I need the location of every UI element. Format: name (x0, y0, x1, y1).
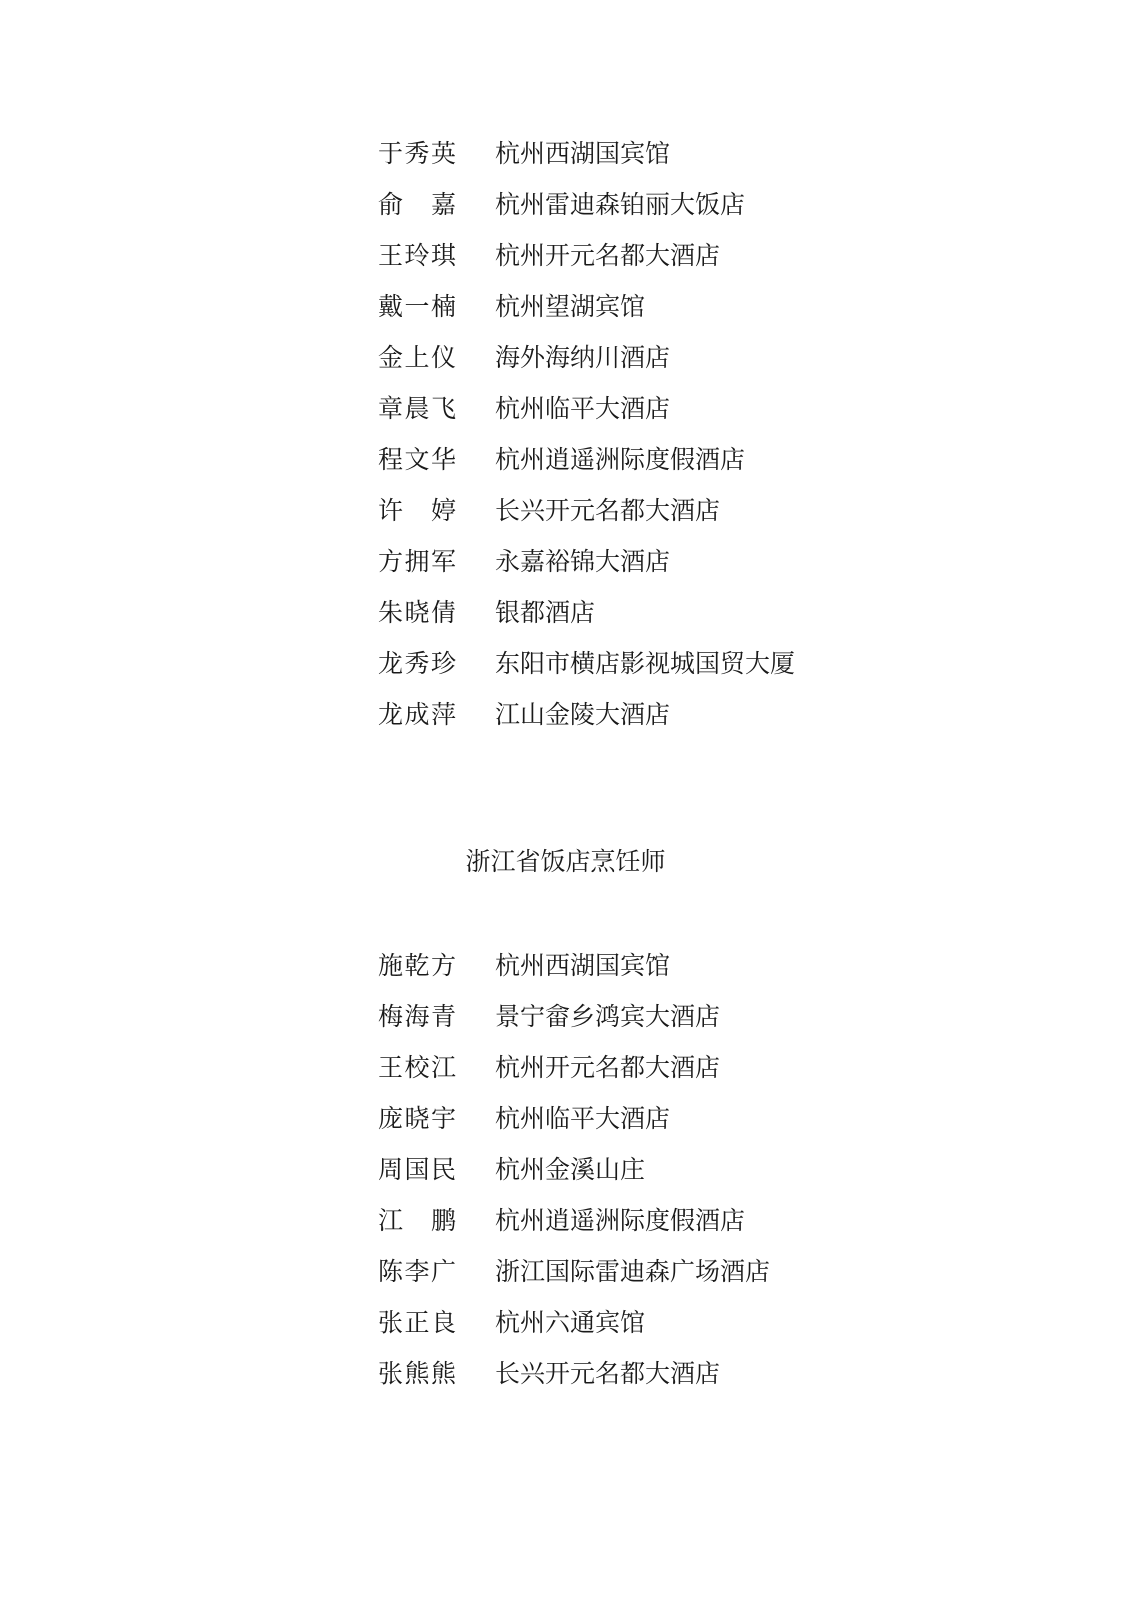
list-item (378, 638, 795, 689)
list-item (378, 179, 795, 230)
list-item (378, 536, 795, 587)
list-item (378, 281, 795, 332)
hotel-name: 东阳市横店影视城国贸大厦 (495, 649, 796, 678)
hotel-name: 永嘉裕锦大酒店 (495, 547, 671, 576)
person-name: 龙成萍 (378, 700, 456, 729)
section-title: 浙江省饭店烹饪师 (465, 847, 666, 876)
person-name: 陈李广 (378, 1257, 456, 1286)
list-item (378, 383, 795, 434)
person-name: 张正良 (378, 1308, 456, 1337)
list-item (378, 940, 770, 991)
list-item (378, 587, 795, 638)
list-item (378, 1093, 770, 1144)
hotel-name: 杭州六通宾馆 (495, 1308, 646, 1337)
list-item (378, 1144, 770, 1195)
person-name: 金上仪 (378, 343, 456, 372)
hotel-name: 杭州临平大酒店 (495, 1104, 671, 1133)
person-name: 戴一楠 (378, 292, 456, 321)
person-name: 于秀英 (378, 139, 456, 168)
list-item (378, 434, 795, 485)
honoree-list-2 (378, 940, 770, 1399)
hotel-name: 长兴开元名都大酒店 (495, 1359, 721, 1388)
person-name: 王校江 (378, 1053, 456, 1082)
list-item (378, 991, 770, 1042)
list-item (378, 1348, 770, 1399)
person-name: 梅海青 (378, 1002, 456, 1031)
honoree-list-1 (378, 128, 795, 740)
person-name: 方拥军 (378, 547, 456, 576)
list-item (378, 128, 795, 179)
person-name: 王玲琪 (378, 241, 456, 270)
hotel-name: 杭州开元名都大酒店 (495, 241, 721, 270)
list-item (378, 1195, 770, 1246)
hotel-name: 杭州雷迪森铂丽大饭店 (495, 190, 746, 219)
person-name: 周国民 (378, 1155, 456, 1184)
list-item (378, 1297, 770, 1348)
person-name: 程文华 (378, 445, 456, 474)
hotel-name: 杭州西湖国宾馆 (495, 139, 671, 168)
hotel-name: 杭州望湖宾馆 (495, 292, 646, 321)
list-item (378, 230, 795, 281)
hotel-name: 江山金陵大酒店 (495, 700, 671, 729)
person-name: 施乾方 (378, 951, 456, 980)
hotel-name: 景宁畲乡鸿宾大酒店 (495, 1002, 721, 1031)
person-name: 朱晓倩 (378, 598, 456, 627)
person-name: 许婷 (378, 496, 456, 525)
hotel-name: 银都酒店 (495, 598, 596, 627)
hotel-name: 杭州西湖国宾馆 (495, 951, 671, 980)
hotel-name: 海外海纳川酒店 (495, 343, 671, 372)
hotel-name: 杭州临平大酒店 (495, 394, 671, 423)
person-name: 俞嘉 (378, 190, 456, 219)
list-item (378, 689, 795, 740)
person-name: 江鹏 (378, 1206, 456, 1235)
person-name: 章晨飞 (378, 394, 456, 423)
list-item (378, 1246, 770, 1297)
hotel-name: 杭州开元名都大酒店 (495, 1053, 721, 1082)
person-name: 庞晓宇 (378, 1104, 456, 1133)
person-name: 张熊熊 (378, 1359, 456, 1388)
list-item (378, 332, 795, 383)
hotel-name: 杭州金溪山庄 (495, 1155, 646, 1184)
list-item (378, 485, 795, 536)
hotel-name: 杭州逍遥洲际度假酒店 (495, 1206, 746, 1235)
hotel-name: 杭州逍遥洲际度假酒店 (495, 445, 746, 474)
hotel-name: 浙江国际雷迪森广场酒店 (495, 1257, 771, 1286)
list-item (378, 1042, 770, 1093)
person-name: 龙秀珍 (378, 649, 456, 678)
hotel-name: 长兴开元名都大酒店 (495, 496, 721, 525)
